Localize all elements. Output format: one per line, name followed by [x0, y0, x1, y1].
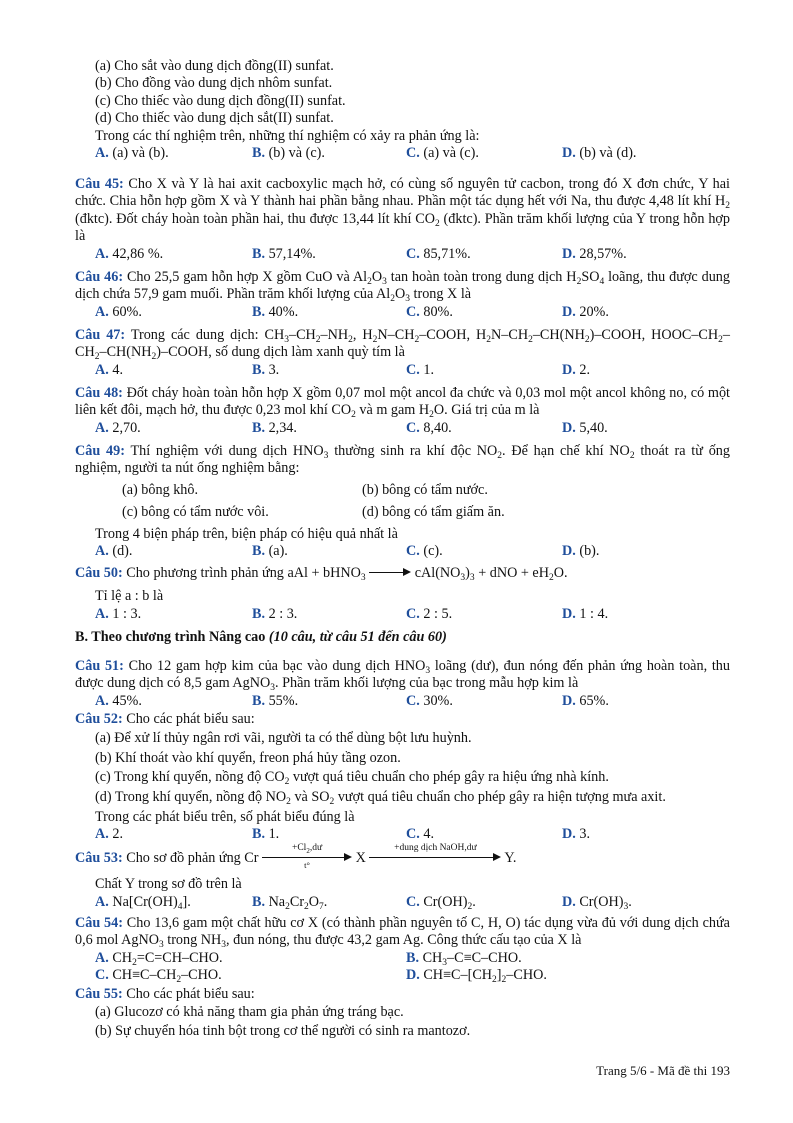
question-53 — [75, 843, 730, 912]
option-d[interactable]: D. 28,57%. — [562, 245, 627, 262]
option-d[interactable]: D. 3. — [562, 826, 590, 843]
option-a[interactable]: A. 60%. — [95, 303, 142, 320]
option-b[interactable]: B. (b) và (c). — [252, 145, 325, 162]
list-item: (b) Khí thoát vào khí quyển, freon phá hủy tầng ozon. — [95, 749, 401, 766]
list-item: (c) Trong khí quyển, nồng độ $CO_2$ vượt quá tiêu chuẩn cho phép gây ra hiệu ứng nhà kính. — [95, 769, 609, 788]
answer-options — [75, 246, 730, 263]
question-45 — [75, 176, 730, 263]
question-prompt: Trong các thí nghiệm trên, những thí nghiệm có xảy ra phản ứng là: — [95, 127, 480, 144]
question-47 — [75, 327, 730, 379]
option-a[interactable]: A. 2,70. — [95, 419, 141, 436]
option-d[interactable]: D. (b) và (d). — [562, 145, 637, 162]
question-prompt: Tỉ lệ a : b là — [95, 588, 164, 605]
option-b[interactable]: B. 1. — [252, 826, 280, 843]
option-c[interactable]: C. (a) và (c). — [406, 145, 479, 162]
question-49 — [75, 443, 730, 561]
option-b[interactable]: B. 55%. — [252, 692, 299, 709]
question-text: Câu 54: Cho 13,6 gam một chất hữu cơ X (có thành phần nguyên tố C, H, O) tác dụng vừa đủ với dung dịch chứa 0,6 mol AgNO$_3$ trong $NH_3$, đun nóng, thu được 43,2 gam Ag. Công thức cấu tạo của X là — [75, 915, 730, 951]
option-a[interactable]: A. 42,86 %. — [95, 245, 164, 262]
question-55 — [75, 986, 730, 1040]
question-46 — [75, 269, 730, 321]
answer-options — [75, 145, 730, 162]
question-text: Câu 52: Cho các phát biểu sau: — [75, 711, 255, 727]
list-item: (b) Cho đồng vào dung dịch nhôm sunfat. — [95, 75, 333, 92]
answer-options — [75, 967, 730, 984]
question-48 — [75, 385, 730, 437]
option-c[interactable]: C. 1. — [406, 361, 434, 378]
option-c[interactable]: C. 85,71%. — [406, 245, 471, 262]
option-c[interactable]: C. 30%. — [406, 692, 453, 709]
option-c[interactable]: C. 2 : 5. — [406, 605, 453, 622]
option-b[interactable]: B. $Na_2Cr_2O_7$. — [252, 893, 328, 912]
list-item: (b) Sự chuyển hóa tinh bột trong cơ thể người có sinh ra mantozơ. — [95, 1022, 471, 1039]
question-text: Câu 48: Đốt cháy hoàn toàn hỗn hợp X gồm 0,07 mol một ancol đa chức và 0,03 mol một ancol không no, có một liên kết đôi, mạch hở, thu được 0,23 mol khí $CO_2$ và m gam $H_2O$. Giá trị của m là — [75, 385, 730, 421]
answer-options — [75, 420, 730, 437]
page-footer: Trang 5/6 - Mã đề thi 193 — [596, 1063, 730, 1078]
option-d[interactable]: D. $CH\equiv C-[CH_2]_2$–CHO. — [406, 967, 547, 986]
list-item: (a) bông khô. — [122, 481, 199, 498]
choices-row — [75, 482, 730, 504]
option-a[interactable]: A. 1 : 3. — [95, 605, 142, 622]
option-c[interactable]: C. 80%. — [406, 303, 453, 320]
answer-options — [75, 304, 730, 321]
answer-options — [75, 362, 730, 379]
list-item: (a) Glucozơ có khả năng tham gia phản ứng tráng bạc. — [95, 1004, 404, 1021]
list-item: (a) Cho sắt vào dung dịch đồng(II) sunfat. — [95, 58, 334, 74]
question-text: Câu 50: Cho phương trình phản ứng aAl + bHNO$_3$ $cAl(NO_3)_3$ + dNO + $eH_2O$. — [75, 565, 568, 583]
question-44 — [75, 58, 730, 162]
option-a[interactable]: A. 2. — [95, 826, 123, 843]
section-heading: B. Theo chương trình Nâng cao (10 câu, từ câu 51 đến câu 60) — [75, 629, 447, 645]
list-item: (c) bông có tẩm nước vôi. — [122, 503, 269, 520]
question-text: Câu 45: Cho X và Y là hai axit cacboxylic mạch hở, có cùng số nguyên tử cacbon, trong đó X đơn chức, Y hai chức. Chia hỗn hợp gồm X và Y thành hai phần bằng nhau. Phần một tác dụng hết với Na, thu được 4,48 lít khí $H_2$ (đktc). Đốt cháy hoàn toàn phần hai, thu được 13,44 lít khí $CO_2$ (đktc). Phần trăm khối lượng của Y trong hỗn hợp là — [75, 176, 731, 245]
question-prompt: Chất Y trong sơ đồ trên là — [95, 876, 242, 893]
option-b[interactable]: B. 2 : 3. — [252, 605, 298, 622]
question-51 — [75, 658, 730, 710]
question-text: Câu 51: Cho 12 gam hợp kim của bạc vào dung dịch $HNO_3$ loãng (dư), đun nóng đến phản ứng hoàn toàn, thu được dung dịch có 8,5 gam AgNO$_3$. Phần trăm khối lượng của bạc trong mẫu hợp kim là — [75, 658, 730, 694]
option-d[interactable]: D. $Cr(OH)_3$. — [562, 893, 632, 912]
option-a[interactable]: A. (d). — [95, 543, 133, 560]
answer-options — [75, 543, 730, 560]
option-b[interactable]: B. 2,34. — [252, 419, 297, 436]
option-c[interactable]: C. 4. — [406, 826, 434, 843]
reaction-arrow-icon: $\frac{+Cl_2,dư}{t^\circ}$ — [262, 848, 352, 862]
option-d[interactable]: D. 2. — [562, 361, 590, 378]
option-c[interactable]: C. $CH\equiv C-CH_2$–CHO. — [95, 967, 222, 986]
question-54 — [75, 915, 730, 985]
question-prompt: Trong 4 biện pháp trên, biện pháp có hiệu quả nhất là — [95, 525, 398, 542]
option-a[interactable]: A. 45%. — [95, 692, 142, 709]
option-a[interactable]: A. $CH_2=C=CH$–CHO. — [95, 949, 223, 968]
option-c[interactable]: C. $Cr(OH)_2$. — [406, 893, 476, 912]
reaction-arrow-icon — [369, 563, 411, 577]
question-50 — [75, 563, 730, 623]
option-b[interactable]: B. 40%. — [252, 303, 299, 320]
answer-options — [75, 950, 730, 967]
question-text: Câu 55: Cho các phát biểu sau: — [75, 986, 255, 1002]
answer-options — [75, 606, 730, 623]
option-b[interactable]: B. $CH_3-C\equiv C$–CHO. — [406, 949, 522, 968]
option-a[interactable]: A. (a) và (b). — [95, 145, 169, 162]
question-text: Câu 47: Trong các dung dịch: $CH_3-CH_2-NH_2$, $H_2N-CH_2$–COOH, $H_2N-CH_2-CH(NH_2)$–COOH, HOOC–$CH_2-CH_2-CH(NH_2)$–COOH, số dung dịch làm xanh quỳ tím là — [75, 327, 730, 363]
question-text: Câu 46: Cho 25,5 gam hỗn hợp X gồm CuO và $Al_2O_3$ tan hoàn toàn trong dung dịch $H_2SO_4$ loãng, thu được dung dịch chứa 57,9 gam muối. Phần trăm khối lượng của $Al_2O_3$ trong X là — [75, 269, 730, 305]
list-item: (d) bông có tẩm giấm ăn. — [362, 503, 505, 520]
option-d[interactable]: D. 5,40. — [562, 419, 608, 436]
option-d[interactable]: D. 65%. — [562, 692, 609, 709]
option-a[interactable]: A. 4. — [95, 361, 123, 378]
choices-row — [75, 504, 730, 526]
option-a[interactable]: A. $Na[Cr(OH)_4]$. — [95, 893, 191, 912]
answer-options — [75, 693, 730, 710]
list-item: (d) Cho thiếc vào dung dịch sắt(II) sunfat. — [95, 110, 334, 127]
question-prompt: Trong các phát biểu trên, số phát biểu đúng là — [95, 809, 355, 826]
question-text: Câu 53: Cho sơ đồ phản ứng Cr $\frac{+Cl_2,dư}{t^\circ}$ X +dung dịch NaOH,dư Y. — [75, 843, 517, 870]
list-item: (b) bông có tẩm nước. — [362, 481, 488, 498]
answer-options — [75, 894, 730, 911]
option-b[interactable]: B. 57,14%. — [252, 245, 316, 262]
option-c[interactable]: C. (c). — [406, 543, 443, 560]
option-b[interactable]: B. (a). — [252, 543, 288, 560]
list-item: (c) Cho thiếc vào dung dịch đồng(II) sunfat. — [95, 92, 346, 109]
option-d[interactable]: D. 20%. — [562, 303, 609, 320]
list-item: (d) Trong khí quyển, nồng độ $NO_2$ và $SO_2$ vượt quá tiêu chuẩn cho phép gây ra hiện tượng mưa axit. — [95, 788, 666, 807]
option-d[interactable]: D. 1 : 4. — [562, 605, 609, 622]
option-c[interactable]: C. 8,40. — [406, 419, 452, 436]
list-item: (a) Để xử lí thủy ngân rơi vãi, người ta có thể dùng bột lưu huỳnh. — [95, 730, 472, 747]
option-d[interactable]: D. (b). — [562, 543, 600, 560]
question-text: Câu 49: Thí nghiệm với dung dịch $HNO_3$ thường sinh ra khí độc $NO_2$. Để hạn chế khí $NO_2$ thoát ra từ ống nghiệm, người ta nút ống nghiệm bằng: — [75, 443, 730, 477]
option-b[interactable]: B. 3. — [252, 361, 280, 378]
reaction-arrow-icon: +dung dịch NaOH,dư — [369, 848, 501, 862]
question-52 — [75, 711, 730, 844]
